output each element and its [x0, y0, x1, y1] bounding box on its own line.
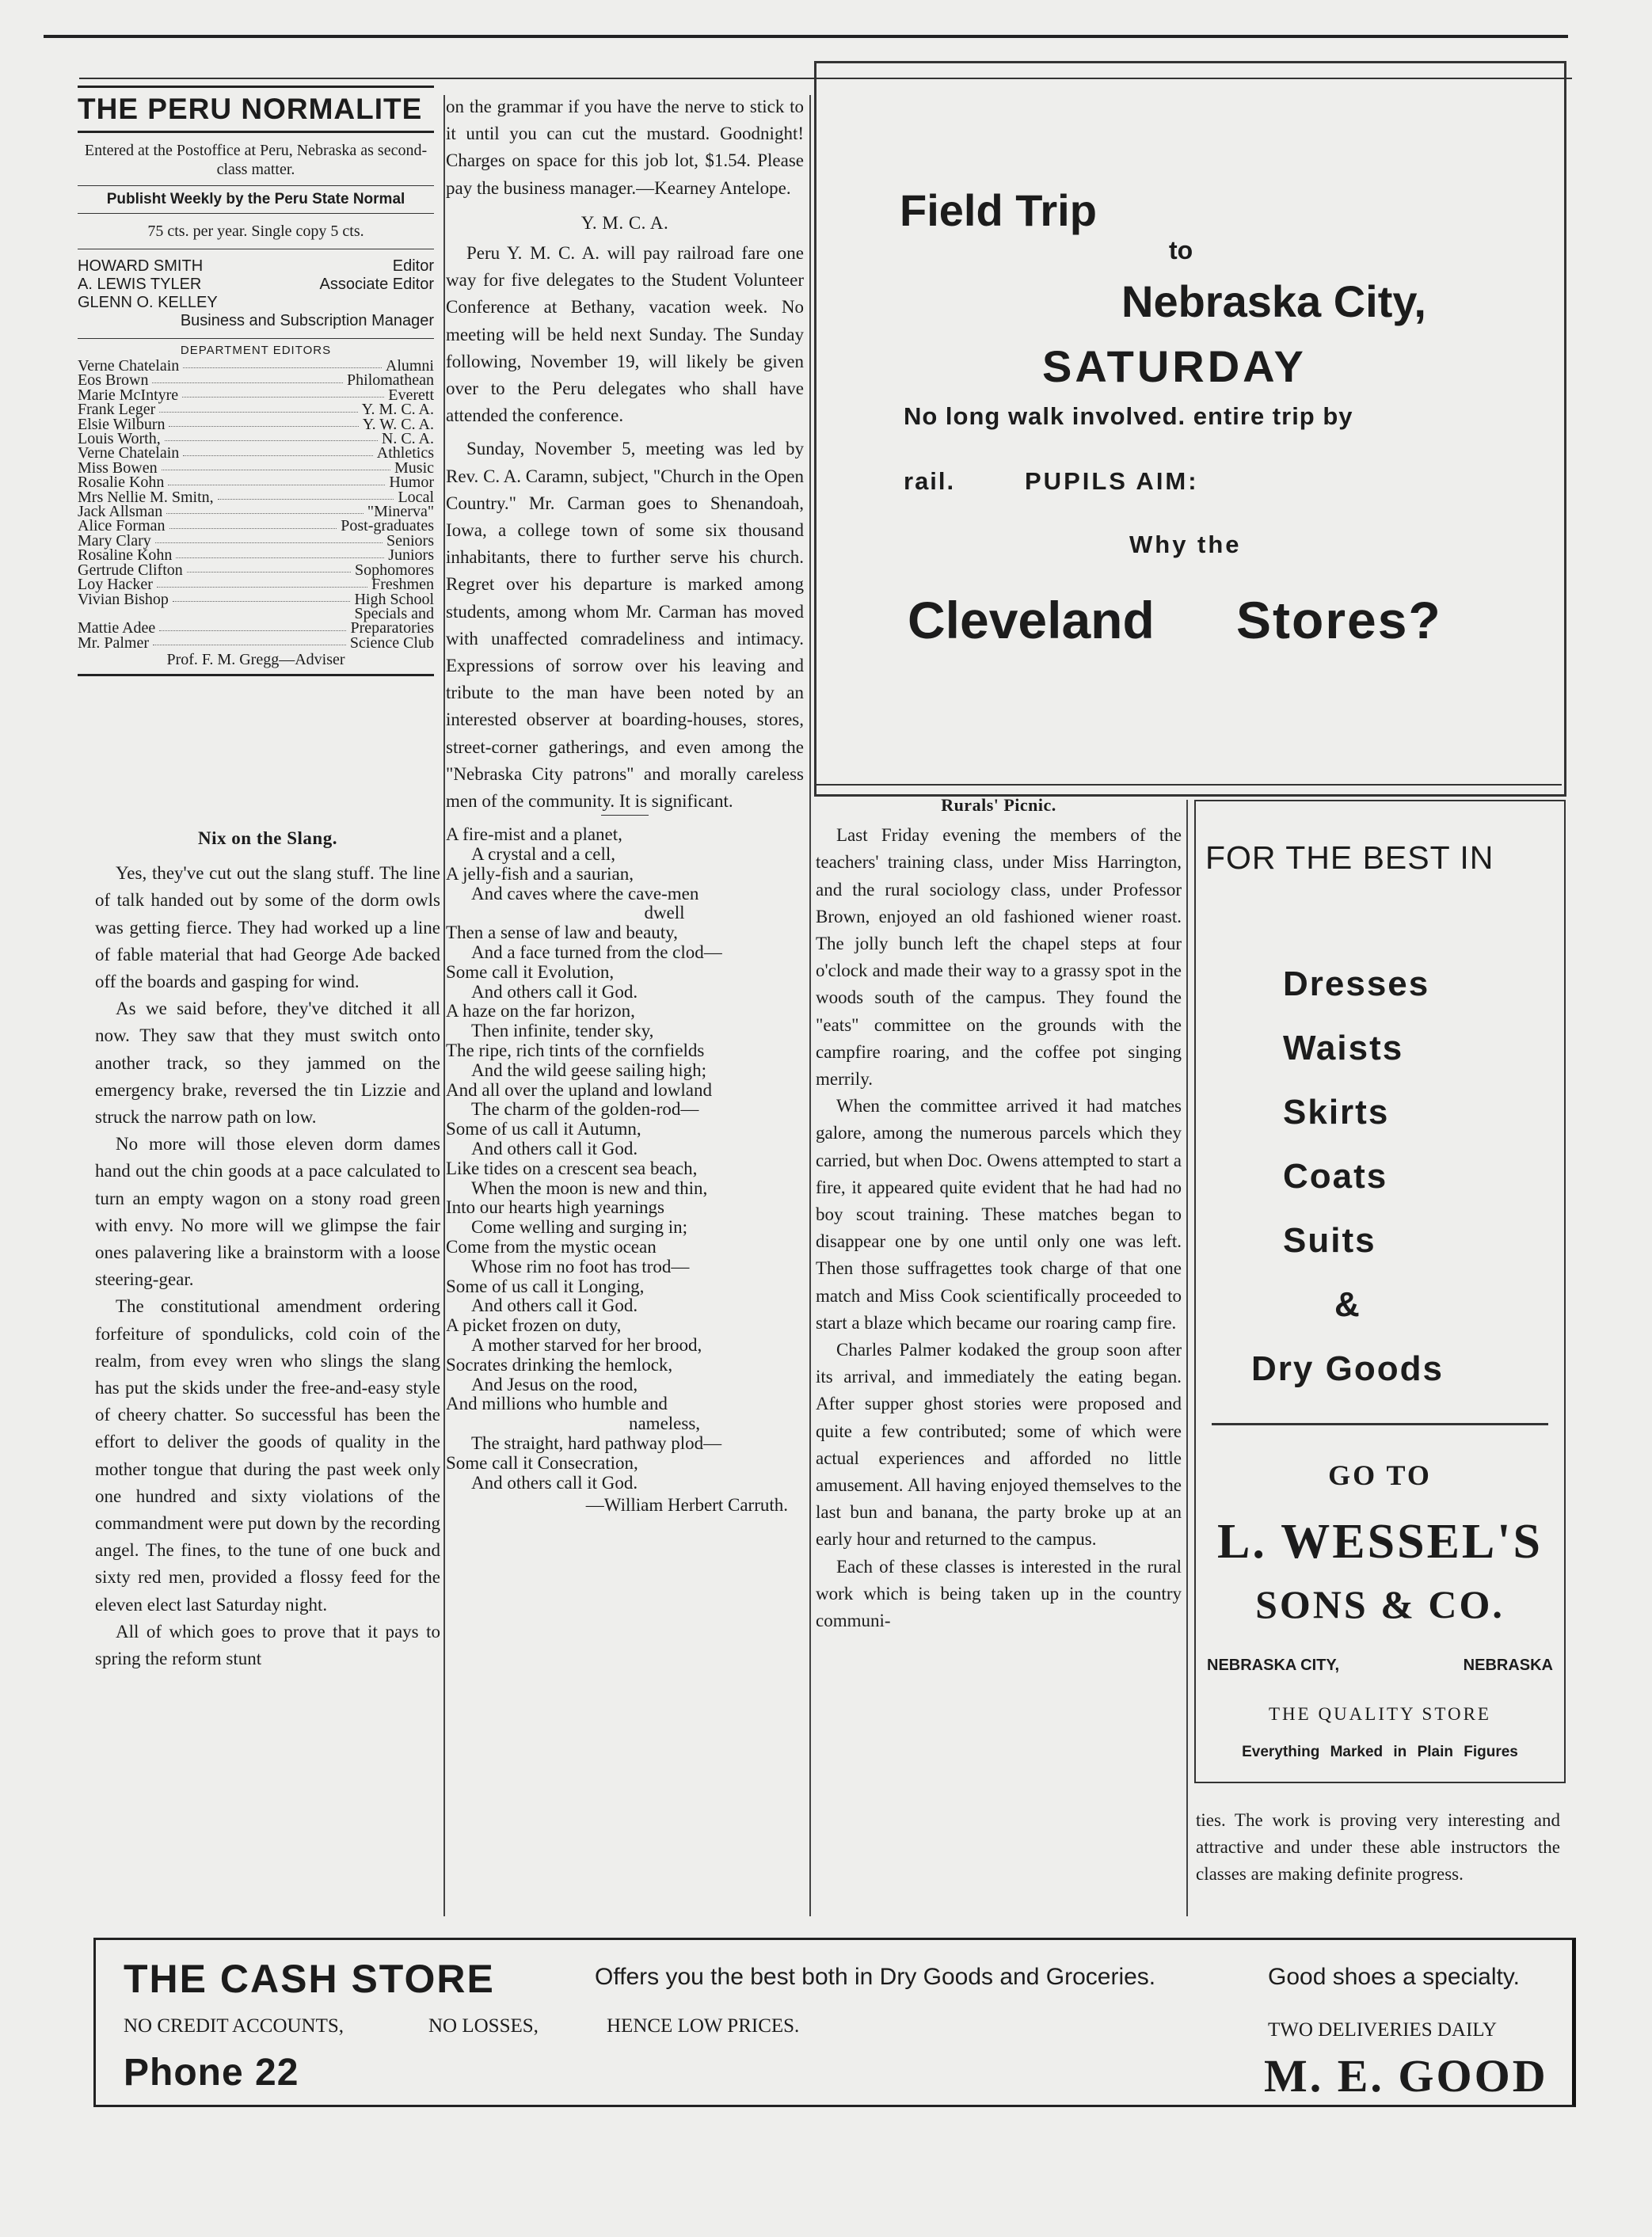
- dot-leader: [169, 519, 337, 528]
- poem-line: When the moon is new and thin,: [471, 1177, 708, 1198]
- poem-line: Into our hearts high yearnings: [446, 1197, 664, 1218]
- dept-editor-dept: Everett: [388, 386, 434, 404]
- poem-line: A jelly-fish and a saurian,: [446, 863, 634, 884]
- cash-store-ad: [93, 1938, 1576, 2107]
- wessel-item: &: [1334, 1285, 1361, 1324]
- staff-role: Editor: [392, 257, 434, 275]
- section-divider: [814, 784, 1562, 786]
- slang-paragraph: No more will those eleven dorm dames hand out the chin goods at a pace calculated to turn an empty wagon on a stony road green with envy. No more will we glimpse the fair ones palavering like a brainstorm with a loose steering-gear.: [95, 1134, 440, 1290]
- dept-editor-dept: Science Club: [349, 633, 434, 652]
- dept-editor-row: [78, 546, 434, 565]
- dept-editor-dept: Athletics: [376, 444, 434, 462]
- dept-editor-name: Gertrude Clifton: [78, 561, 183, 579]
- dept-editor-dept: Y. W. C. A.: [362, 415, 434, 433]
- dept-editor-dept: Preparatories: [350, 619, 434, 637]
- cash-store-no-losses: NO LOSSES,: [428, 2015, 539, 2037]
- dept-editor-name: Rosaline Kohn: [78, 546, 173, 565]
- rurals-headline: Rurals' Picnic.: [941, 795, 1056, 815]
- dept-editor-dept: Specials and: [354, 604, 434, 622]
- ymca-paragraph: Peru Y. M. C. A. will pay railroad fare one way for five delegates to the Student Volunteer Conference at Bethany, vacation week. No meeting will be held next Sunday. The Sunday following, November 19, will likely be given over to the Peru delegates who shall have attended the conference.: [446, 243, 804, 426]
- dept-editor-name: Frank Leger: [78, 401, 156, 419]
- cash-store-no-credit: NO CREDIT ACCOUNTS,: [124, 2015, 344, 2037]
- poem-line: And a face turned from the clod—: [471, 942, 722, 963]
- poem-line: And others call it God.: [471, 1139, 638, 1159]
- poem-line: Then a sense of law and beauty,: [446, 923, 678, 943]
- staff-name: HOWARD SMITH: [78, 257, 204, 275]
- dept-editor-dept: "Minerva": [367, 503, 434, 521]
- poem: [446, 825, 804, 1493]
- dept-editor-dept: Juniors: [388, 546, 434, 565]
- poem-line: A haze on the far horizon,: [446, 1001, 635, 1021]
- dot-leader: [187, 563, 351, 573]
- poem-line: And caves where the cave-men: [471, 883, 699, 904]
- dot-leader: [159, 621, 346, 630]
- dot-leader: [169, 417, 358, 427]
- dot-leader: [183, 359, 382, 368]
- dept-editor-dept: Alumni: [385, 357, 434, 375]
- dept-editor-name: Mr. Palmer: [78, 633, 149, 652]
- poem-line: The charm of the golden-rod—: [471, 1099, 699, 1120]
- poem-line: And the wild geese sailing high;: [471, 1060, 707, 1080]
- poem-line: A mother starved for her brood,: [471, 1335, 702, 1355]
- slang-paragraph: As we said before, they've ditched it all now. They saw that they must switch onto another track, so they jammed on the emergency brake, reversed the tin Lizzie and struck the narrow path on low.: [95, 999, 440, 1128]
- dot-leader: [82, 607, 350, 616]
- masthead-adviser: Prof. F. M. Gregg—Adviser: [166, 651, 345, 669]
- wessel-item: Waists: [1283, 1029, 1404, 1067]
- dept-editors-list: [78, 359, 434, 650]
- wessel-tagline: Everything Marked in Plain Figures: [1242, 1744, 1518, 1760]
- dept-editor-row: [78, 577, 434, 592]
- poem-line: Then infinite, tender sky,: [471, 1021, 654, 1041]
- field-trip-stores: Stores?: [1236, 591, 1442, 649]
- cash-store-phone: Phone 22: [124, 2052, 299, 2094]
- field-trip-rail: rail.: [904, 467, 956, 495]
- dept-editor-name: Mattie Adee: [78, 619, 156, 637]
- staff-list: [78, 257, 434, 330]
- dot-leader: [157, 577, 367, 587]
- masthead-price: 75 cts. per year. Single copy 5 cts.: [147, 223, 364, 240]
- cash-store-owner: M. E. GOOD: [1264, 2050, 1548, 2102]
- wessel-sons: SONS & CO.: [1255, 1582, 1505, 1626]
- dot-leader: [183, 446, 373, 455]
- dot-leader: [165, 432, 378, 441]
- dot-leader: [173, 592, 351, 602]
- dept-editor-dept: Post-graduates: [341, 517, 434, 535]
- dept-editor-name: Mrs Nellie M. Smitn,: [78, 488, 214, 506]
- wessel-item: Coats: [1283, 1157, 1388, 1196]
- dept-editor-dept: Sophomores: [355, 561, 434, 579]
- column-divider: [443, 95, 445, 1916]
- poem-line: Some call it Consecration,: [446, 1452, 638, 1473]
- dot-leader: [152, 373, 343, 382]
- slang-article: [95, 825, 440, 1672]
- poem-line: A crystal and a cell,: [471, 844, 616, 865]
- rurals-paragraph: Each of these classes is interested in the rural work which is being taken up in the country communi-: [816, 1556, 1182, 1631]
- dept-editor-name: Elsie Wilburn: [78, 415, 166, 433]
- poem-line: And others call it God.: [471, 1472, 638, 1493]
- staff-name: GLENN O. KELLEY: [78, 294, 218, 311]
- top-rule: [44, 35, 1568, 38]
- cash-store-low-prices: HENCE LOW PRICES.: [607, 2015, 800, 2037]
- staff-role: Associate Editor: [319, 276, 434, 293]
- poem-line: And Jesus on the rood,: [471, 1374, 638, 1394]
- dept-editor-row: [78, 621, 434, 635]
- poem-line: nameless,: [628, 1413, 701, 1434]
- poem-line: Some call it Evolution,: [446, 961, 615, 982]
- ymca-paragraph: Sunday, November 5, meeting was led by Rev. C. A. Caramn, subject, "Church in the Open Country." Mr. Carman goes to Shenandoah, Iowa, a college town of some six thousand inhabitants, there to further serve his church. Regret over his departure is marked among students, among whom Mr. Carman has moved with unaffected comradeliness and intimacy. Expressions of sorrow over his leaving and tribute to the man have been noted by an interested observer at boarding-houses, stores, street-corner gatherings, and even among the "Nebraska City patrons" and morally careless men of the community. It is significant.: [446, 439, 804, 812]
- dot-leader: [168, 475, 385, 485]
- poem-line: Come from the mystic ocean: [446, 1237, 657, 1257]
- wessel-item: Dresses: [1283, 964, 1430, 1003]
- dept-editor-dept: High School: [354, 590, 434, 608]
- dept-editor-name: Miss Bowen: [78, 458, 158, 477]
- masthead: [78, 86, 434, 676]
- poem-line: The ripe, rich tints of the cornfields: [446, 1041, 705, 1061]
- wessel-item: Skirts: [1283, 1093, 1390, 1132]
- field-trip-title: Field Trip: [900, 185, 1097, 235]
- dept-editor-name: Jack Allsman: [78, 503, 163, 521]
- dept-editors-heading: DEPARTMENT EDITORS: [180, 344, 332, 357]
- wessel-item: Suits: [1283, 1221, 1376, 1260]
- column-divider: [809, 95, 811, 1916]
- ymca-headline: Y. M. C. A.: [580, 212, 669, 233]
- field-trip-details: No long walk involved. entire trip by: [904, 402, 1353, 430]
- dot-leader: [155, 534, 383, 543]
- staff-role: Business and Subscription Manager: [180, 312, 434, 329]
- dept-editor-name: Vivian Bishop: [78, 590, 169, 608]
- staff-name: A. LEWIS TYLER: [78, 276, 202, 293]
- column-two: [446, 93, 804, 1516]
- dept-editor-dept: Humor: [389, 474, 434, 492]
- wessel-state: NEBRASKA: [1463, 1657, 1553, 1674]
- wessel-items: [1196, 952, 1564, 1401]
- poem-author: —William Herbert Carruth.: [585, 1495, 788, 1516]
- dept-editor-name: Verne Chatelain: [78, 444, 180, 462]
- poem-line: Like tides on a crescent sea beach,: [446, 1158, 698, 1178]
- rurals-paragraph: Charles Palmer kodaked the group soon after its arrival, and immediately the eating began. After supper ghost stories were proposed and quite a few contributed; some of which were actual experiences and afforded no little amusement. All having enjoyed themselves to the last bun and banana, the party broke up at an early hour and returned to the campus.: [816, 1340, 1182, 1550]
- poem-line: Whose rim no foot has trod—: [471, 1256, 690, 1276]
- grammar-continuation: on the grammar if you have the nerve to stick to it until you can cut the mustard. Goodnight! Charges on space for this job lot, $1.54. Please pay the business manager.—Kearney Antelope.: [446, 97, 804, 198]
- field-trip-to: to: [1169, 236, 1193, 264]
- field-trip-day: SATURDAY: [1042, 341, 1307, 391]
- wessel-goto: GO TO: [1328, 1459, 1432, 1491]
- cash-store-offers: Offers you the best both in Dry Goods and Groceries.: [595, 1964, 1156, 1990]
- rurals-paragraph: When the committee arrived it had matches galore, among the numerous parcels which they carried, but when Doc. Owens attempted to start a fire, it appeared quite evident that he had had no boy scout training. These matches began to disappear one by one until only one was left. Then those suffragettes took charge of that one match and Miss Cook scientifically proceeded to start a blaze which became our roaring camp fire.: [816, 1096, 1182, 1333]
- rurals-continued-text: ties. The work is proving very interesting and attractive and under these able instructors the classes are making definite progress.: [1196, 1810, 1560, 1885]
- dept-editor-name: Louis Worth,: [78, 430, 161, 448]
- dept-editor-dept: Y. M. C. A.: [361, 401, 434, 419]
- poem-line: Some of us call it Autumn,: [446, 1119, 641, 1139]
- poem-line: Come welling and surging in;: [471, 1217, 688, 1238]
- dept-editor-name: Loy Hacker: [78, 576, 153, 594]
- wessel-heading: FOR THE BEST IN: [1205, 839, 1494, 876]
- poem-line: A fire-mist and a planet,: [446, 824, 622, 845]
- wessel-name: L. WESSEL'S: [1217, 1515, 1543, 1569]
- column-divider: [1186, 800, 1188, 1916]
- poem-line: And others call it God.: [471, 981, 638, 1002]
- slang-paragraph: Yes, they've cut out the slang stuff. The line of talk handed out by some of the dorm owls was getting fierce. They had worked up a line of fable material that had George Ade backed off the boards and gasping for wind.: [95, 863, 440, 992]
- field-trip-ad: [814, 61, 1566, 797]
- dept-editor-dept: Music: [394, 458, 434, 477]
- dot-leader: [159, 402, 357, 412]
- poem-line: Some of us call it Longing,: [446, 1276, 645, 1296]
- masthead-title: THE PERU NORMALITE: [78, 93, 423, 125]
- cash-store-deliveries: TWO DELIVERIES DAILY: [1268, 2019, 1498, 2041]
- wessel-city: NEBRASKA CITY,: [1207, 1657, 1340, 1674]
- poem-line: dwell: [644, 903, 685, 923]
- cash-store-shoes: Good shoes a specialty.: [1268, 1964, 1520, 1990]
- slang-headline: Nix on the Slang.: [198, 828, 337, 848]
- masthead-entered: Entered at the Postoffice at Peru, Nebraska as second-class matter.: [84, 142, 428, 178]
- rurals-paragraph: Last Friday evening the members of the teachers' training class, under Miss Harrington, and the rural sociology class, under Professor Brown, enjoyed an old fashioned wiener roast. The jolly bunch left the chapel steps at four o'clock and made their way to a grassy spot in the woods south of the campus. They found the "eats" committee on the grounds with the campfire roaring, and the coffee pot singing merrily.: [816, 825, 1182, 1090]
- dept-editor-row: [78, 402, 434, 417]
- wessel-item: Dry Goods: [1251, 1349, 1444, 1388]
- short-divider: [601, 815, 649, 816]
- masthead-published: Publisht Weekly by the Peru State Normal: [106, 191, 405, 207]
- poem-line: The straight, hard pathway plod—: [471, 1432, 722, 1453]
- dept-editor-dept: N. C. A.: [381, 430, 434, 448]
- dept-editor-name: Alice Forman: [78, 517, 166, 535]
- dept-editor-name: Eos Brown: [78, 371, 149, 390]
- wessel-divider: [1212, 1423, 1548, 1425]
- field-trip-destination: Nebraska City,: [1121, 276, 1426, 326]
- dot-leader: [218, 490, 394, 500]
- dot-leader: [162, 461, 390, 470]
- field-trip-cleveland: Cleveland: [908, 591, 1155, 649]
- poem-line: Socrates drinking the hemlock,: [446, 1354, 673, 1375]
- dot-leader: [153, 636, 346, 645]
- field-trip-pupils-aim: PUPILS AIM:: [1025, 467, 1199, 495]
- poem-line: And all over the upland and lowland: [446, 1079, 712, 1100]
- wessel-quality: THE QUALITY STORE: [1269, 1704, 1491, 1724]
- dept-editor-name: Verne Chatelain: [78, 357, 180, 375]
- dept-editor-row: [78, 633, 434, 652]
- rurals-article: [816, 792, 1182, 1634]
- dept-editor-dept: Seniors: [386, 531, 434, 550]
- dept-editor-dept: Local: [398, 488, 434, 506]
- poem-line: A picket frozen on duty,: [446, 1315, 622, 1336]
- dept-editor-name: Rosalie Kohn: [78, 474, 165, 492]
- poem-line: And millions who humble and: [446, 1394, 668, 1414]
- dept-editor-row: [78, 474, 434, 492]
- wessel-ad: [1194, 800, 1566, 1783]
- cash-store-name: THE CASH STORE: [124, 1957, 495, 2001]
- slang-paragraph: All of which goes to prove that it pays to spring the reform stunt: [95, 1621, 440, 1669]
- dot-leader: [166, 504, 364, 514]
- dot-leader: [182, 388, 384, 398]
- dot-leader: [176, 548, 384, 557]
- dept-editor-name: Marie McIntyre: [78, 386, 179, 404]
- field-trip-why: Why the: [1129, 531, 1242, 558]
- rurals-continued: [1196, 1807, 1560, 1889]
- slang-paragraph: The constitutional amendment ordering forfeiture of spondulicks, cold coin of the realm, from evey wren who slings the slang has put the skids under the free-and-easy style of cheery chatter. So successful has been the effort to deliver the goods of quality in the mother tongue that during the past week only one hundred and sixty violations of the commandment were put down by the recording angel. The fines, to the tune of one buck and sixty red men, provided a flossy feed for the eleven elect last Saturday night.: [95, 1296, 440, 1615]
- dept-editor-name: Mary Clary: [78, 531, 151, 550]
- dept-editor-dept: Philomathean: [347, 371, 434, 390]
- poem-line: And others call it God.: [471, 1295, 638, 1316]
- dept-editor-dept: Freshmen: [371, 576, 434, 594]
